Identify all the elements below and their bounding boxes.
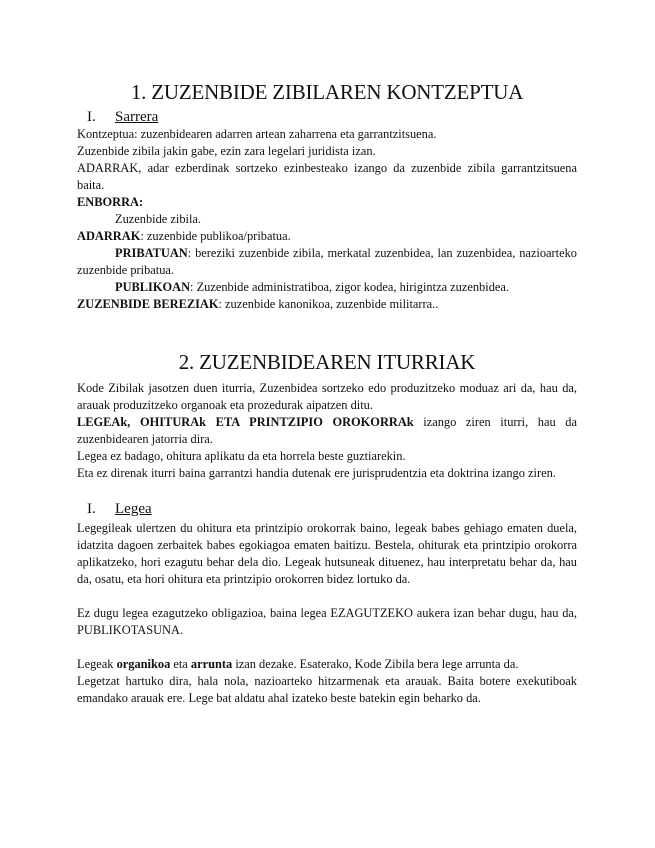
bold-label: ADARRAK [77,229,141,243]
subheading-number: I. [87,109,96,125]
paragraph: Zuzenbide zibila. [115,212,202,226]
text: eta [170,657,191,671]
spacer [77,588,577,605]
text: : Zuzenbide administratiboa, zigor kodea, hirigintza zuzenbidea. [190,280,509,294]
text: : zuzenbide kanonikoa, zuzenbide militarra.. [218,297,439,311]
text: : bereziki zuzenbide zibila, merkatal zuzenbidea, lan zuzenbidea, nazioarteko zuzenbide pribatua. [77,246,577,277]
bold-label: ENBORRA: [77,195,144,209]
subheading-number: I. [87,501,96,517]
text: : zuzenbide publikoa/pribatua. [140,229,291,243]
bold-term: organikoa [116,657,171,671]
text: izan dezake. Esaterako, Kode Zibila bera lege arrunta da. [232,657,519,671]
spacer [77,639,577,656]
section-2-subheading [87,500,152,518]
bold-label: PUBLIKOAN [115,280,191,294]
bold-label: LEGEAk, OHITURAk ETA PRINTZIPIO OROKORRAk [77,415,414,429]
bold-label: ZUZENBIDE BEREZIAK [77,297,219,311]
paragraph [77,194,577,211]
bold-label: PRIBATUAN [115,246,188,260]
paragraph [77,279,577,296]
paragraph: Legetzat hartuko dira, hala nola, nazioarteko hitzarmenak eta arauak. Baita botere exekutiboak emandako arauak ere. Lege bat aldatu ahal izateko beste batekin egin beharko da. [77,674,577,705]
paragraph: ADARRAK, adar ezberdinak sortzeko ezinbesteako izango da zuzenbide zibila garrantzitsuena baita. [77,161,577,192]
text: Legeak [77,657,117,671]
text: izango ziren iturri, hau da zuzenbidearen jatorria dira. [77,415,577,446]
paragraph: Kontzeptua: zuzenbidearen adarren artean zaharrena eta garrantzitsuena. [77,127,437,141]
paragraph: Kode Zibilak jasotzen duen iturria, Zuzenbidea sortzeko edo produzitzeko moduaz ari da, hau da, arauak produzitzeko organoak eta prozedurak aipatzen ditu. [77,381,577,412]
section-1-subheading [87,108,158,126]
section-1-heading: 1. ZUZENBIDE ZIBILAREN KONTZEPTUA [130,80,524,104]
section-2-body [77,380,577,482]
paragraph: Zuzenbide zibila jakin gabe, ezin zara legelari juridista izan. [77,144,376,158]
legea-body [77,520,577,707]
paragraph: Ez dugu legea ezagutzeko obligazioa, baina legea EZAGUTZEKO aukera izan behar dugu, hau da, PUBLIKOTASUNA. [77,606,577,637]
paragraph: Legegileak ulertzen du ohitura eta printzipio orokorrak baino, legeak babes gehiago ematen duela, idatzita dagoen zerbaitek babes egokiagoa ematen baitizu. Bestela, ohiturak eta printzipio orokorra aplikatzeko, hori ezagutu behar dela dio. Legeak hutsuneak dituenez, hau interpretatu behar da, hau da, osatu, eta hori ohitura eta printzipio orokorren bidez lortuko da. [77,521,577,586]
paragraph [77,296,577,313]
section-1-body [77,126,577,313]
paragraph [77,245,577,279]
paragraph [77,228,577,245]
paragraph [77,414,577,448]
paragraph: Eta ez direnak iturri baina garrantzi handia dutenak ere jurisprudentzia eta doktrina izango ziren. [77,466,556,480]
subheading-title: Legea [115,501,152,517]
subheading-title: Sarrera [115,109,159,125]
paragraph [77,656,577,673]
paragraph: Legea ez badago, ohitura aplikatu da eta horrela beste guztiarekin. [77,449,406,463]
bold-term: arrunta [190,657,233,671]
section-2-heading: 2. ZUZENBIDEAREN ITURRIAK [178,350,476,374]
